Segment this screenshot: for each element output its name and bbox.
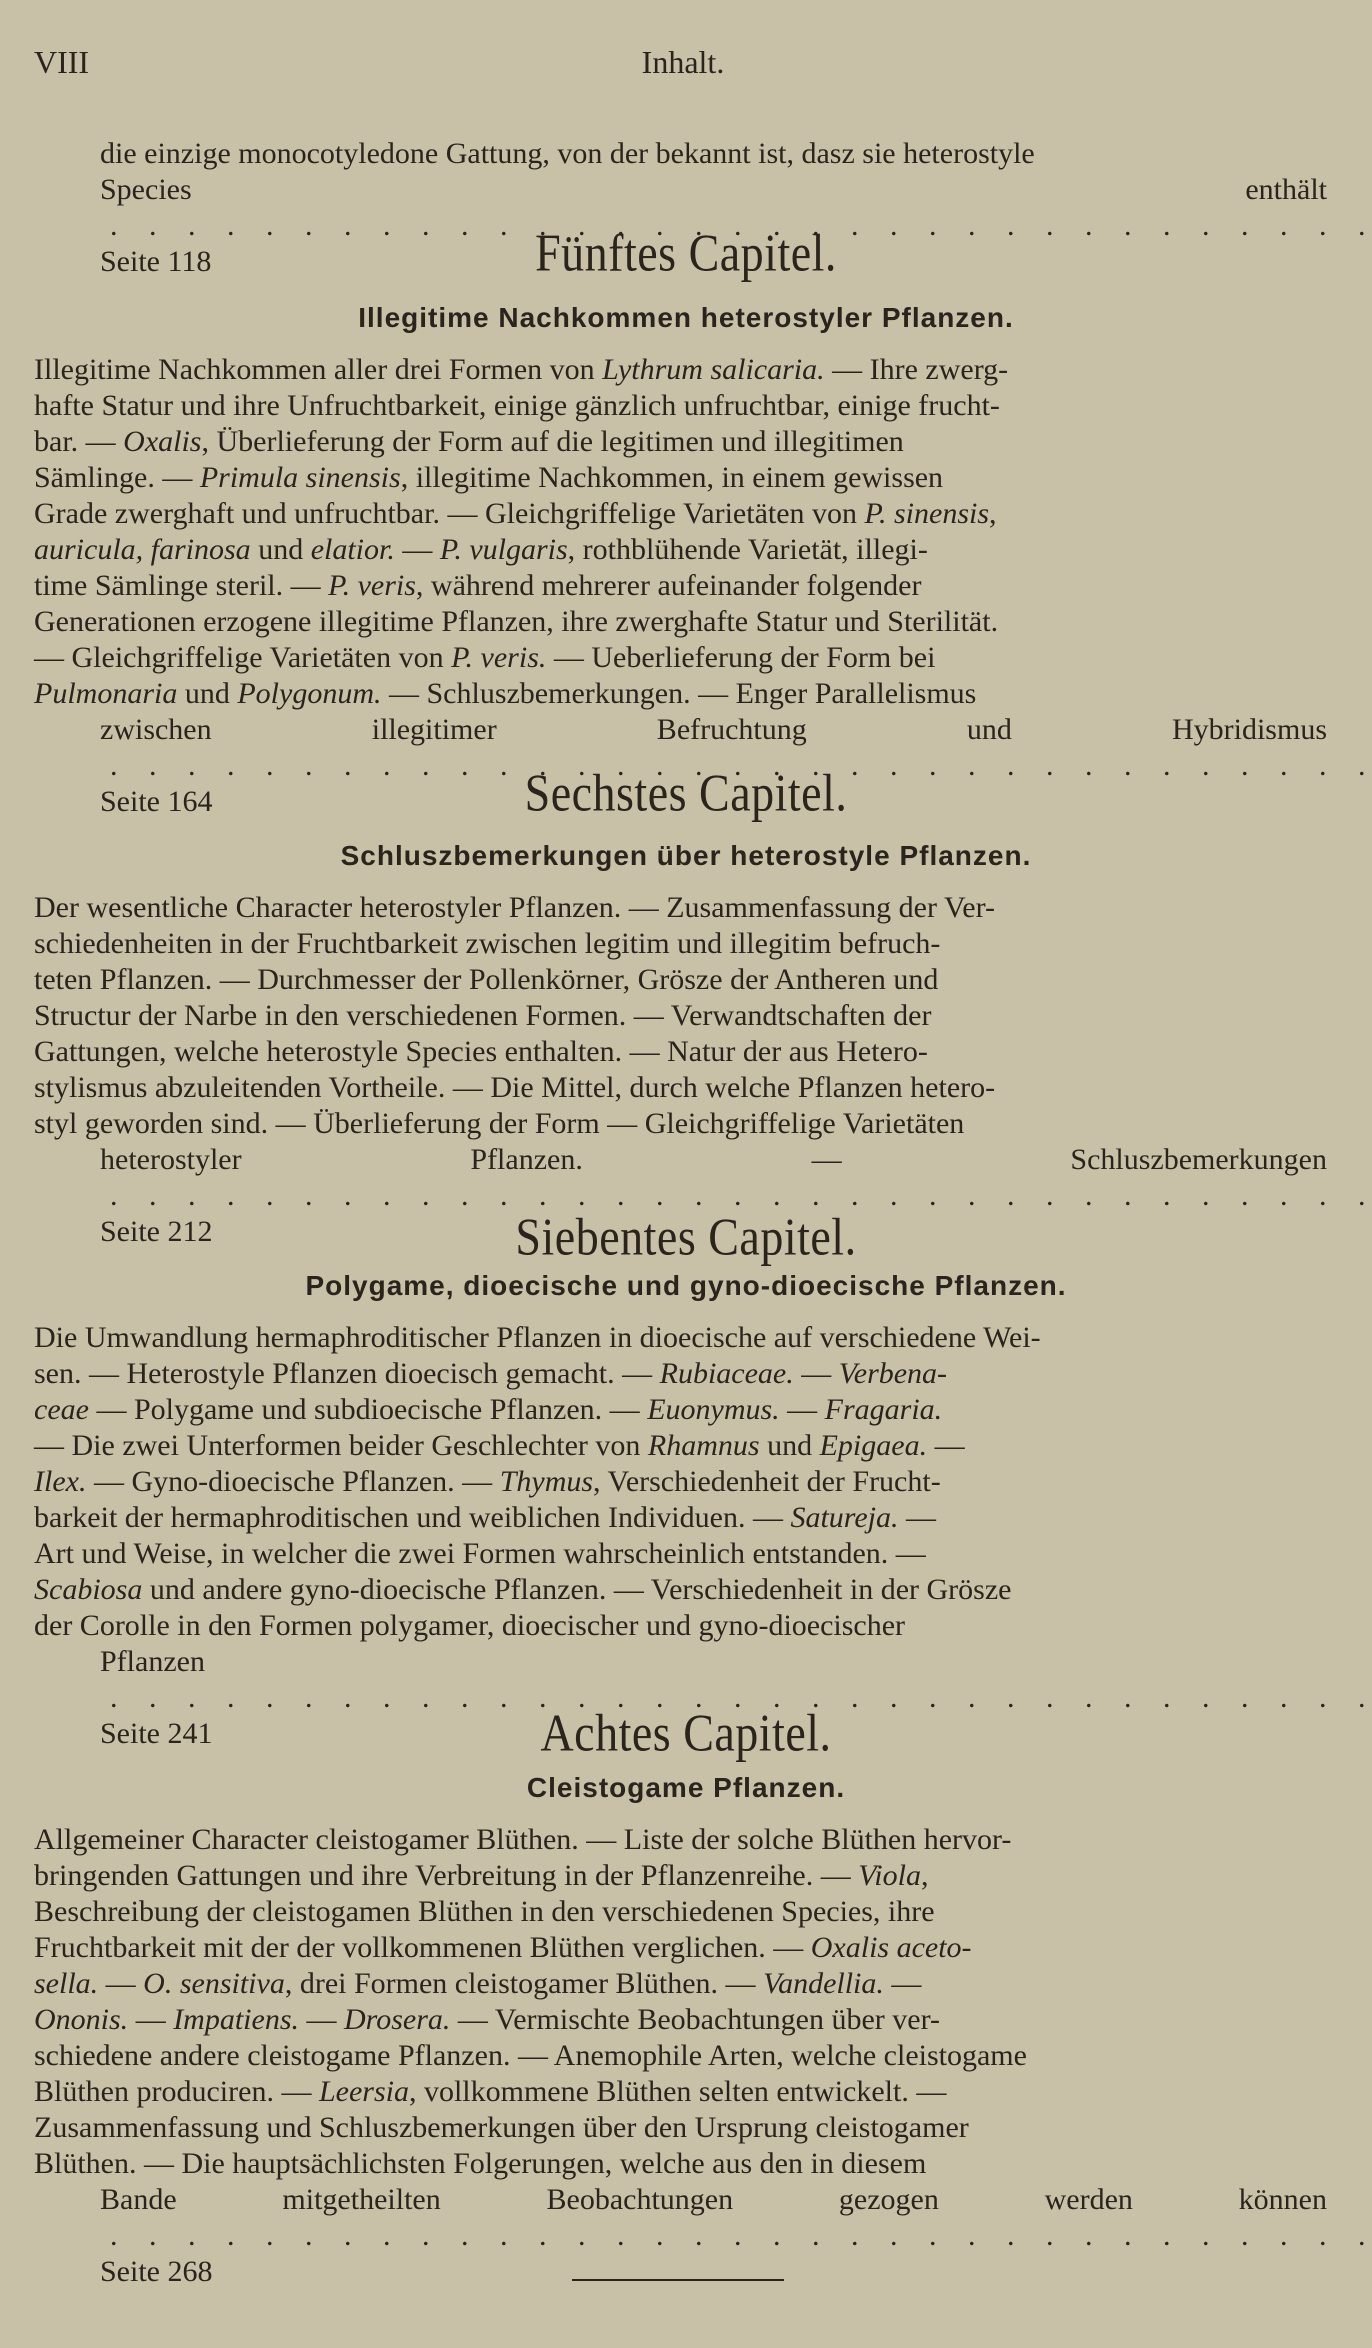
text-line: Sämlinge. — Primula sinensis, illegitime Nachkommen, in einem gewissen [34,461,944,494]
chapter-8-leader [34,2182,1327,2290]
italic-term: Thymus [499,1465,594,1498]
text-line: Blüthen. — Die hauptsächlichsten Folgerungen, welche aus den in diesem [34,2147,927,2180]
italic-term: Viola [858,1859,921,1892]
text-line: Gattungen, welche heterostyle Species enthalten. — Natur der aus Hetero- [34,1035,928,1068]
italic-term: Leersia [318,2075,409,2108]
italic-term: Polygonum. [237,677,382,710]
chapter-6-summary [34,890,1327,1250]
text-line: hafte Statur und ihre Unfruchtbarkeit, einige gänzlich unfruchtbar, einige frucht- [34,389,1000,422]
italic-term: Impatiens. [173,2003,300,2036]
italic-term: Epigaea. [819,1429,928,1462]
text-line: Illegitime Nachkommen aller drei Formen von Lythrum salicaria. — Ihre zwerg- [34,353,1009,386]
chapter-8-subtitle: Cleistogame Pflanzen. [526,1772,846,1803]
italic-term: O. sensitiva [143,1967,285,2000]
italic-term: Vandellia. [763,1967,884,2000]
text-line: schiedene andere cleistogame Pflanzen. — Anemophile Arten, welche cleistogame [34,2039,1027,2072]
text-line: Fruchtbarkeit mit der der vollkommenen Blüthen verglichen. — Oxalis aceto- [34,1931,972,1964]
text-line: auricula, farinosa und elatior. — P. vulgaris, rothblühende Varietät, illegi- [34,533,928,566]
text-line: Ilex. — Gyno-dioecische Pflanzen. — Thymus, Verschiedenheit der Frucht- [34,1465,941,1498]
text-line: sella. — O. sensitiva, drei Formen cleistogamer Blüthen. — Vandellia. — [34,1967,922,2000]
chapter-8-title: Achtes Capitel. [540,1703,832,1762]
chapter-7-leader-text: Pflanzen [100,1645,205,1678]
chapter-7-summary [34,1320,1327,1752]
italic-term: Pulmonaria [34,677,178,710]
italic-term: Ononis. [34,2003,129,2036]
text-line: time Sämlinge steril. — P. veris, während mehrerer aufeinander folgender [34,569,922,602]
text-line: Grade zwerghaft und unfruchtbar. — Gleichgriffelige Varietäten von P. sinensis, [34,497,997,530]
chapter-6-subtitle: Schluszbemerkungen über heterostyle Pflanzen. [340,840,1032,871]
chapter-6-page-ref: Seite 212 [100,1215,213,1248]
italic-term: Ilex. [34,1465,87,1498]
page-folio: VIII [34,44,90,80]
italic-term: auricula, farinosa [34,533,251,566]
chapter-8-text [34,1822,1327,2182]
italic-term: sella. [34,1967,99,2000]
chapter-5-leader-text: zwischen illegitimer Befruchtung und Hybridismus [100,713,1327,746]
text-line: schiedenheiten in der Fruchtbarkeit zwischen legitim und illegitim befruch- [34,927,941,960]
chapter-6-leader-text: heterostyler Pflanzen. — Schluszbemerkungen [100,1143,1327,1176]
italic-term: Primula sinensis [199,461,401,494]
text-line: — Gleichgriffelige Varietäten von P. veris. — Ueberlieferung der Form bei [34,641,936,674]
dot-leader [110,2219,1372,2252]
chapter-7-title: Siebentes Capitel. [515,1207,857,1266]
text-line: ceae — Polygame und subdioecische Pflanzen. — Euonymus. — Fragaria. [34,1393,943,1426]
italic-term: Lythrum salicaria. [602,353,825,386]
text-line: Zusammenfassung und Schluszbemerkungen über den Ursprung cleistogamer [34,2111,969,2144]
italic-term: Fragaria. [824,1393,943,1426]
text-line: styl geworden sind. — Überlieferung der Form — Gleichgriffelige Varietäten [34,1107,965,1140]
chapter-7-subtitle: Polygame, dioecische und gyno-dioecische Pflanzen. [305,1270,1067,1301]
text-line: Pulmonaria und Polygonum. — Schluszbemerkungen. — Enger Parallelismus [34,677,977,710]
italic-term: Euonymus. [647,1393,780,1426]
italic-term: Oxalis aceto- [810,1931,972,1964]
chapter-6-title: Sechstes Capitel. [524,763,848,822]
italic-term: Scabiosa [34,1573,143,1606]
chapter-5-page-ref: Seite 164 [100,785,213,818]
italic-term: P. veris [328,569,416,602]
text-line: stylismus abzuleitenden Vortheile. — Die Mittel, durch welche Pflanzen hetero- [34,1071,996,1104]
chapter-6-text [34,890,1327,1142]
chapter-5-title: Fünftes Capitel. [535,223,837,282]
text-line: der Corolle in den Formen polygamer, dioecischer und gyno-dioecischer [34,1609,906,1642]
chapter-7-page-ref: Seite 241 [100,1717,213,1750]
intro-page-ref: Seite 118 [100,245,212,278]
text-line: Die Umwandlung hermaphroditischer Pflanzen in dioecische auf verschiedene Wei- [34,1321,1041,1354]
text-line: bar. — Oxalis, Überlieferung der Form auf die legitimen und illegitimen [34,425,904,458]
text-line: Blüthen produciren. — Leersia, vollkommene Blüthen selten entwickelt. — [34,2075,947,2108]
text-line: teten Pflanzen. — Durchmesser der Pollenkörner, Grösze der Antheren und [34,963,939,996]
italic-term: elatior. [310,533,395,566]
chapter-7-text [34,1320,1327,1644]
text-line: Der wesentliche Character heterostyler Pflanzen. — Zusammenfassung der Ver- [34,891,995,924]
italic-term: ceae [34,1393,89,1426]
text-line: Art und Weise, in welcher die zwei Formen wahrscheinlich entstanden. — [34,1537,926,1570]
italic-term: P. vulgaris [439,533,568,566]
text-line: bringenden Gattungen und ihre Verbreitung in der Pflanzenreihe. — Viola, [34,1859,929,1892]
text-line: Scabiosa und andere gyno-dioecische Pflanzen. — Verschiedenheit in der Grösze [34,1573,1012,1606]
closing-rule [572,2279,784,2281]
italic-term: Oxalis [123,425,202,458]
intro-leader-text: Species enthält [100,173,1327,206]
chapter-8-page-ref: Seite 268 [100,2255,213,2288]
italic-term: Drosera. [344,2003,451,2036]
intro-line: die einzige monocotyledone Gattung, von der bekannt ist, dasz sie heterostyle [100,137,1035,170]
chapter-5-subtitle: Illegitime Nachkommen heterostyler Pflanzen. [358,302,1014,333]
chapter-8-summary [34,1822,1327,2290]
chapter-5-summary [34,352,1327,820]
running-title: Inhalt. [641,44,725,80]
text-line: Structur der Narbe in den verschiedenen Formen. — Verwandtschaften der [34,999,932,1032]
italic-term: Verbena- [838,1357,948,1390]
italic-term: Satureja. [790,1501,899,1534]
italic-term: P. veris. [451,641,547,674]
italic-term: P. sinensis [864,497,990,530]
chapter-5-text [34,352,1327,712]
italic-term: Rubiaceae. [659,1357,794,1390]
text-line: Beschreibung der cleistogamen Blüthen in den verschiedenen Species, ihre [34,1895,935,1928]
italic-term: Rhamnus [647,1429,760,1462]
text-line: Allgemeiner Character cleistogamer Blüthen. — Liste der solche Blüthen hervor- [34,1823,1012,1856]
chapter-8-leader-text: Bande mitgetheilten Beobachtungen gezogen werden können [100,2183,1327,2216]
running-head [34,44,1332,84]
text-line: Ononis. — Impatiens. — Drosera. — Vermischte Beobachtungen über ver- [34,2003,940,2036]
text-line: barkeit der hermaphroditischen und weiblichen Individuen. — Satureja. — [34,1501,936,1534]
text-line: sen. — Heterostyle Pflanzen dioecisch gemacht. — Rubiaceae. — Verbena- [34,1357,948,1390]
text-line: — Die zwei Unterformen beider Geschlechter von Rhamnus und Epigaea. — [34,1429,965,1462]
text-line: Generationen erzogene illegitime Pflanzen, ihre zwerghafte Statur und Sterilität. [34,605,999,638]
